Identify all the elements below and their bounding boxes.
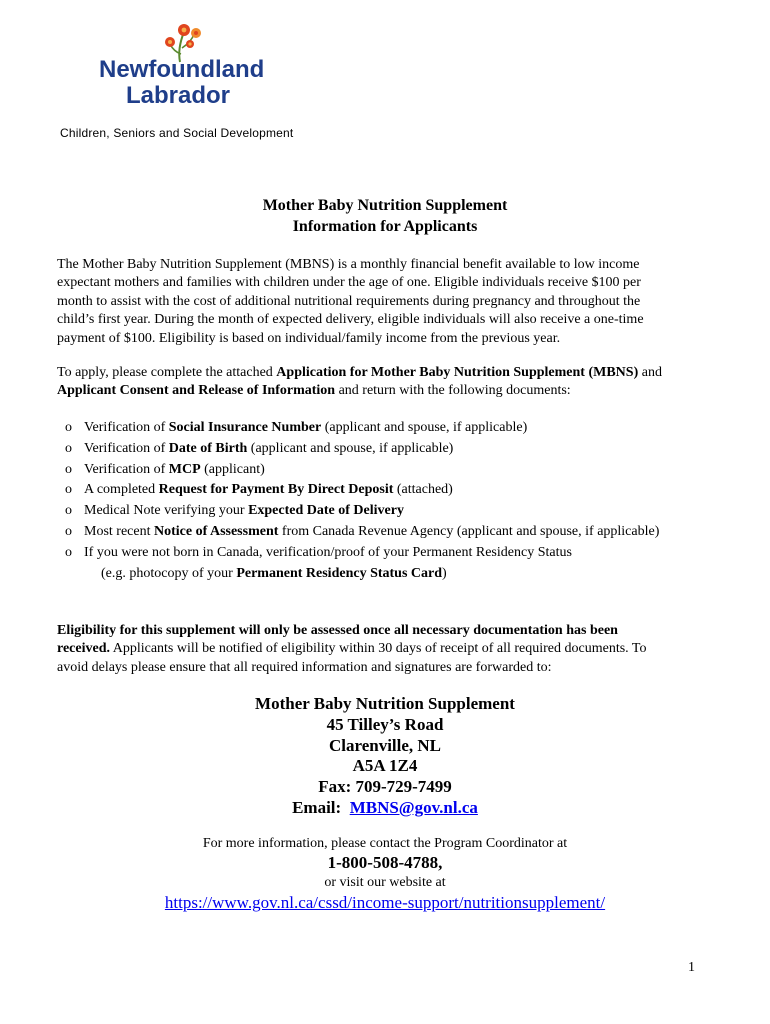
apply-paragraph <box>57 364 707 401</box>
bullet-icon: o <box>65 544 72 560</box>
email-line <box>0 798 770 819</box>
consent-form-name: Applicant Consent and Release of Information <box>57 383 336 399</box>
item-text: (e.g. photocopy of your <box>101 565 237 581</box>
address-street: 45 Tilley’s Road <box>326 714 444 734</box>
address-name: Mother Baby Nutrition Supplement <box>255 694 515 713</box>
item-bold-text: Expected Date of Delivery <box>248 503 404 519</box>
list-item <box>57 501 737 522</box>
intro-line: The Mother Baby Nutrition Supplement (MBNS) is a monthly financial benefit available to low income <box>57 257 640 272</box>
bullet-icon: o <box>65 440 72 456</box>
intro-line: child’s first year. During the month of expected delivery, eligible individuals will also receive a one-time <box>57 312 644 328</box>
bullet-icon: o <box>65 420 72 435</box>
item-text: from Canada Revenue Agency (applicant and spouse, if applicable) <box>278 523 660 539</box>
bullet-icon: o <box>65 523 72 539</box>
website-text: or visit our website at <box>324 875 446 890</box>
item-text: Verification of <box>84 420 169 435</box>
item-bold-text: MCP <box>168 461 201 477</box>
logo-text-newfoundland: Newfoundland <box>99 56 265 83</box>
eligibility-text: Applicants will be notified of eligibility within 30 days of receipt of all required documents. To <box>110 641 647 657</box>
department-name: Children, Seniors and Social Development <box>60 126 294 140</box>
website-link[interactable]: https://www.gov.nl.ca/cssd/income-support/nutritionsupplement/ <box>164 893 606 912</box>
item-text: (applicant) <box>200 461 265 477</box>
item-bold-text: Permanent Residency Status Card <box>236 565 443 581</box>
item-bold-text: Social Insurance Number <box>168 420 322 435</box>
document-title: Mother Baby Nutrition Supplement <box>262 197 508 214</box>
address-postal-code: A5A 1Z4 <box>352 756 418 776</box>
government-logo <box>62 18 290 118</box>
eligibility-bold-text: Eligibility for this supplement will only be assessed once all necessary documentation has been <box>57 623 618 638</box>
item-text: (applicant and spouse, if applicable) <box>321 420 528 435</box>
item-text: ) <box>442 565 447 581</box>
intro-line: payment of $100. Eligibility is based on individual/family income from the previous year. <box>57 330 561 346</box>
apply-text: and return with the following documents: <box>335 383 571 399</box>
item-text: A completed <box>84 482 159 498</box>
list-item-subline <box>84 564 737 585</box>
bullet-icon: o <box>65 503 72 519</box>
item-text: Verification of <box>84 461 169 477</box>
required-documents-list <box>57 418 737 584</box>
contact-text: For more information, please contact the Program Coordinator at <box>202 836 568 851</box>
list-item <box>57 418 737 439</box>
pitcher-plant-flower-icon <box>62 18 290 118</box>
item-text: Most recent <box>84 523 154 539</box>
apply-text: and <box>638 365 662 380</box>
bullet-icon: o <box>65 482 72 498</box>
list-item <box>57 522 737 543</box>
email-label: Email: <box>292 797 342 817</box>
phone-number: 1-800-508-4788, <box>327 853 443 872</box>
email-link[interactable]: MBNS@gov.nl.ca <box>349 797 478 817</box>
list-item <box>57 460 737 481</box>
item-bold-text: Request for Payment By Direct Deposit <box>158 482 394 498</box>
bullet-icon: o <box>65 461 72 477</box>
item-text: Verification of <box>84 440 169 456</box>
list-item <box>57 543 737 585</box>
item-text: (applicant and spouse, if applicable) <box>247 440 454 456</box>
document-subtitle: Information for Applicants <box>292 218 478 235</box>
intro-paragraph <box>57 256 707 348</box>
item-bold-text: Notice of Assessment <box>153 523 279 539</box>
list-item <box>57 480 737 501</box>
logo-text-labrador: Labrador <box>126 82 231 109</box>
fax-number: Fax: 709-729-7499 <box>318 777 452 797</box>
apply-text: To apply, please complete the attached <box>57 365 277 380</box>
item-text: (attached) <box>393 482 453 498</box>
list-item <box>57 439 737 460</box>
eligibility-paragraph <box>57 622 707 677</box>
item-text: If you were not born in Canada, verification/proof of your Permanent Residency Status <box>84 544 572 560</box>
eligibility-bold-text: received. <box>57 641 110 657</box>
website-url-container <box>0 893 770 913</box>
mailing-address <box>0 694 770 819</box>
eligibility-text: avoid delays please ensure that all required information and signatures are forwarded to: <box>57 659 552 675</box>
intro-line: month to assist with the cost of additional nutritional requirements during pregnancy and throughout the <box>57 293 641 309</box>
item-bold-text: Date of Birth <box>168 440 248 456</box>
page-number: 1 <box>688 960 695 975</box>
application-form-name: Application for Mother Baby Nutrition Supplement (MBNS) <box>276 365 639 380</box>
address-city: Clarenville, NL <box>328 735 442 755</box>
intro-line: expectant mothers and families with children under the age of one. Eligible individuals receive $100 per <box>57 275 641 291</box>
item-text: Medical Note verifying your <box>84 503 249 519</box>
